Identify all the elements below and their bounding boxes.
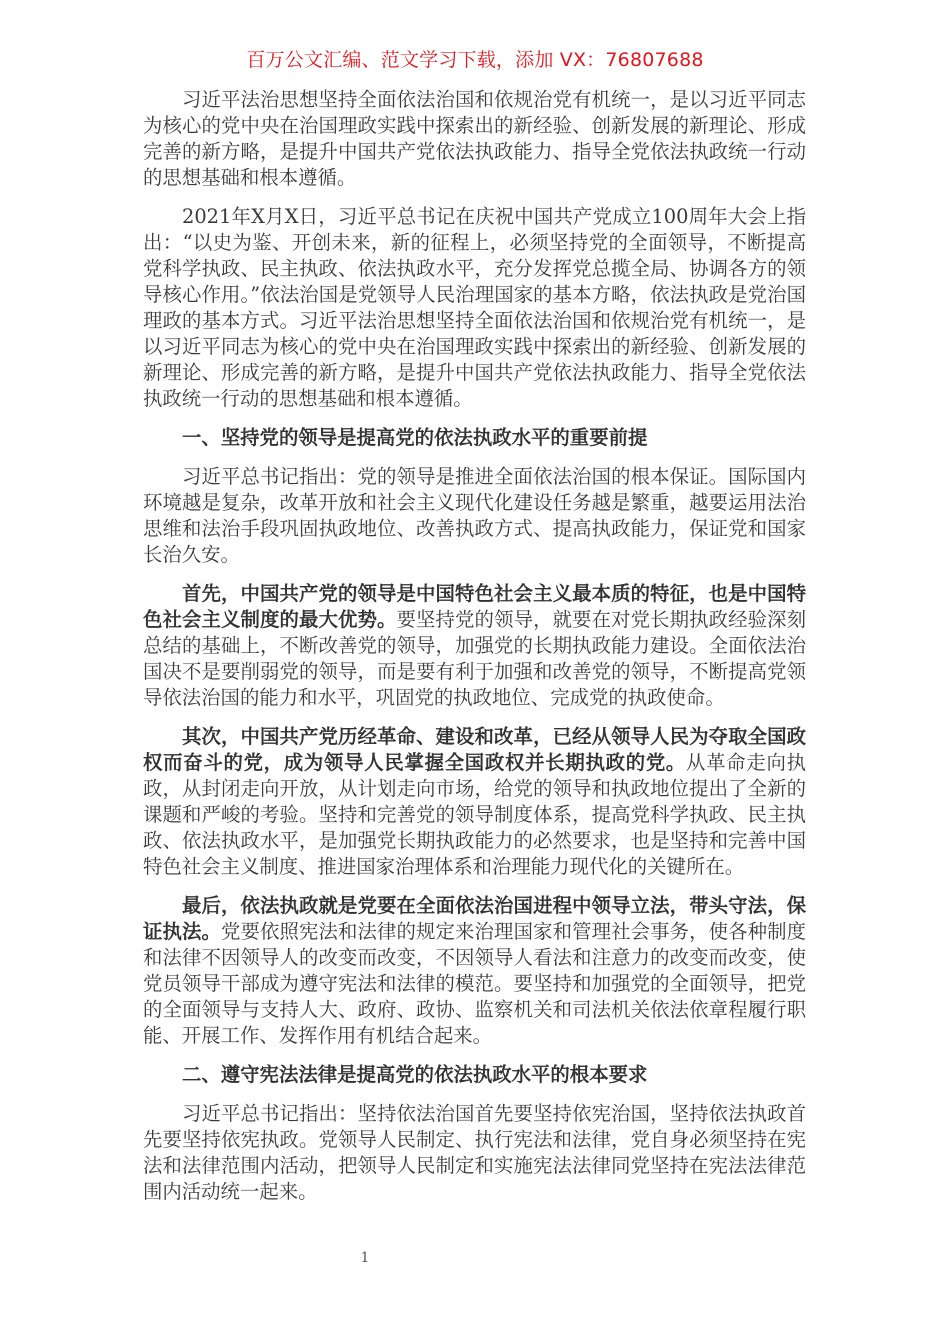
paragraph-text: 习近平总书记指出：党的领导是推进全面依法治国的根本保证。国际国内环境越是复杂，改革开放和社会主义现代化建设任务越是繁重，越要运用法治思维和法治手段巩固执政地位、改善执政方式、提高执政能力，保证党和国家长治久安。 <box>143 465 806 566</box>
paragraph-text: 习近平法治思想坚持全面依法治国和依规治党有机统一，是以习近平同志为核心的党中央在治国理政实践中探索出的新经验、创新发展的新理论、形成完善的新方略，是提升中国共产党依法执政能力、指导全党依法执政统一行动的思想基础和根本遵循。 <box>143 88 806 189</box>
paragraph-text: 从革命走向执政，从封闭走向开放，从计划走向市场，给党的领导和执政地位提出了全新的课题和严峻的考验。坚持和完善党的领导制度体系，提高党科学执政、民主执政、依法执政水平，是加强党长期执政能力的必然要求，也是坚持和完善中国特色社会主义制度、推进国家治理体系和治理能力现代化的关键所在。 <box>143 751 807 878</box>
paragraph-lead: 其次，中国共产党历经革命、建设和改革，已经从领导人民为夺取全国政权而奋斗的党，成为领导人民掌握全国政权并长期执政的党。 <box>143 725 806 774</box>
document-body <box>143 87 806 1218</box>
intro-paragraph <box>143 87 806 191</box>
section-heading-1: 一、坚持党的领导是提高党的依法执政水平的重要前提 <box>182 426 648 449</box>
paragraph-text: 党要依照宪法和法律的规定来治理国家和管理社会事务，使各种制度和法律不因领导人的改变而改变，不因领导人看法和注意力的改变而改变，使党员领导干部成为遵守宪法和法律的模范。要坚持和加强党的全面领导，把党的全面领导与支持人大、政府、政协、监察机关和司法机关依法依章程履行职能、开展工作、发挥作用有机结合起来。 <box>143 920 807 1047</box>
paragraph-text: 要坚持党的领导，就要在对党长期执政经验深刻总结的基础上，不断改善党的领导，加强党的长期执政能力建设。全面依法治国决不是要削弱党的领导，而是要有利于加强和改善党的领导，不断提高党领导依法治国的能力和水平，巩固党的执政地位、完成党的执政使命。 <box>143 608 807 709</box>
paragraph-text: 习近平总书记指出：坚持依法治国首先要坚持依宪治国，坚持依法执政首先要坚持依宪执政。党领导人民制定、执行宪法和法律，党自身必须坚持在宪法和法律范围内活动，把领导人民制定和实施宪法法律同党坚持在宪法法律范围内活动统一起来。 <box>143 1102 806 1203</box>
page-number: 1 <box>360 1250 370 1266</box>
paragraph-lead: 最后，依法执政就是党要在全面依法治国进程中领导立法，带头守法，保证执法。 <box>143 894 806 943</box>
point-first-paragraph <box>143 581 806 711</box>
section-heading-2: 二、遵守宪法法律是提高党的依法执政水平的根本要求 <box>182 1063 648 1086</box>
point-last-paragraph <box>143 893 806 1049</box>
quote-paragraph <box>143 204 806 412</box>
paragraph-lead: 首先，中国共产党的领导是中国特色社会主义最本质的特征，也是中国特色社会主义制度的最大优势。 <box>143 582 806 631</box>
paragraph-text: 2021年X月X日，习近平总书记在庆祝中国共产党成立100周年大会上指出：“以史为鉴、开创未来，新的征程上，必须坚持党的全面领导，不断提高党科学执政、民主执政、依法执政水平，充分发挥党总揽全局、协调各方的领导核心作用。”依法治国是党领导人民治理国家的基本方略，依法执政是党治国理政的基本方式。习近平法治思想坚持全面依法治国和依规治党有机统一，是以习近平同志为核心的党中央在治国理政实践中探索出的新经验、创新发展的新理论、形成完善的新方略，是提升中国共产党依法执政能力、指导全党依法执政统一行动的思想基础和根本遵循。 <box>143 205 806 410</box>
promo-banner: 百万公文汇编、范文学习下载，添加 VX：76807688 <box>246 49 704 71</box>
section-2-paragraph <box>143 1101 806 1205</box>
section-1-paragraph <box>143 464 806 568</box>
point-second-paragraph <box>143 724 806 880</box>
